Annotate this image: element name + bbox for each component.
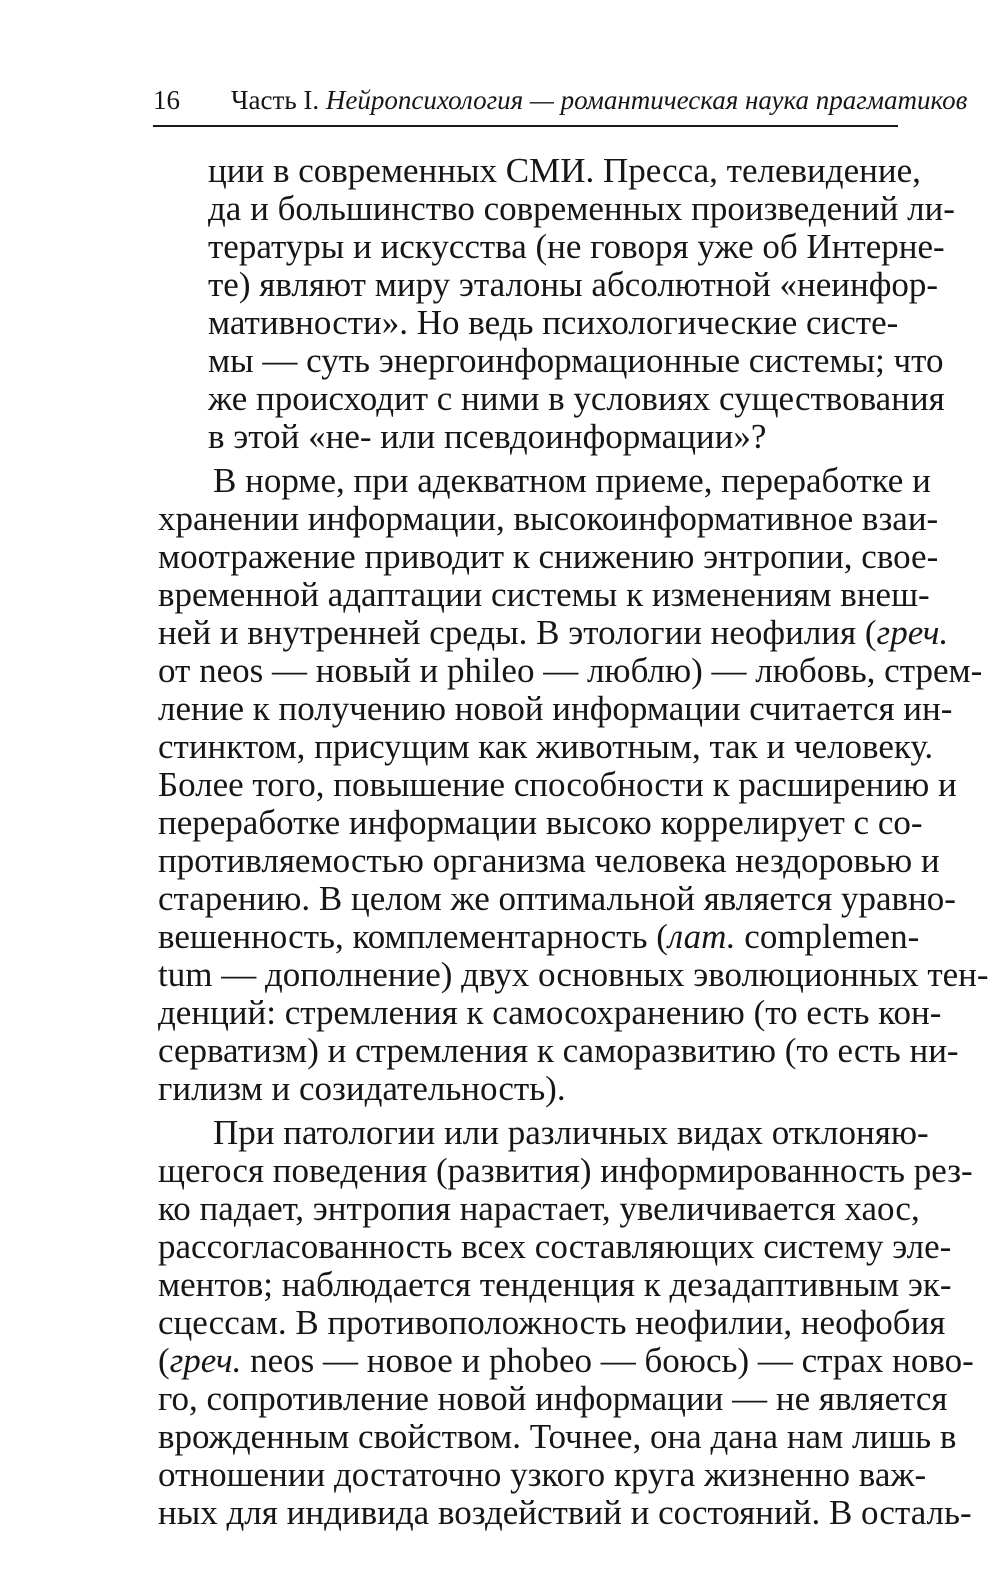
text-line: моотражение приводит к снижению энтропии, свое- (158, 537, 939, 576)
text-line: мативности». Но ведь психологические систе- (208, 303, 899, 342)
text-line: При патологии или различных видах отклоняю- (213, 1113, 929, 1152)
text-line: ление к получению новой информации считается ин- (158, 689, 953, 728)
page-number: 16 (153, 85, 180, 115)
text-line: же происходит с ними в условиях существования (208, 379, 945, 418)
running-head (153, 80, 968, 120)
text-line: хранении информации, высокоинформативное взаи- (158, 499, 939, 538)
text-line: ных для индивида воздействий и состояний. В осталь- (158, 1493, 972, 1532)
header-rule (153, 125, 898, 127)
text-line: гилизм и созидательность). (158, 1069, 566, 1108)
text-line: мы — суть энергоинформационные системы; что (208, 341, 944, 380)
text-line: ментов; наблюдается тенденция к дезадаптивным эк- (158, 1265, 952, 1304)
text-line: серватизм) и стремления к саморазвитию (то есть ни- (158, 1031, 959, 1070)
text-line: В норме, при адекватном приеме, переработке и (213, 461, 931, 500)
text-line: ней и внутренней среды. В этологии неофилия (греч. (158, 613, 949, 652)
italic-term: греч. (169, 1341, 242, 1380)
running-head-text (231, 80, 967, 120)
italic-term: греч. (876, 613, 949, 652)
text-line: стинктом, присущим как животным, так и человеку. (158, 727, 934, 766)
text-line: врожденным свойством. Точнее, она дана нам лишь в (158, 1417, 957, 1456)
text-line: Более того, повышение способности к расширению и (158, 765, 957, 804)
text-line: тературы и искусства (не говоря уже об Интерне- (208, 227, 945, 266)
text-line: от neos — новый и phileo — люблю) — любовь, стрем- (158, 651, 983, 690)
chapter-title: Нейропсихология — романтическая наука прагматиков (325, 85, 968, 115)
text-line: противляемостью организма человека нездоровью и (158, 841, 940, 880)
text-line: ко падает, энтропия нарастает, увеличивается хаос, (158, 1189, 920, 1228)
italic-term: лат. (667, 917, 736, 956)
text-line: tum — дополнение) двух основных эволюционных тен- (158, 955, 989, 994)
text-line: (греч. neos — новое и phobeo — боюсь) — страх ново- (158, 1341, 974, 1380)
text-line: в этой «не- или псевдоинформации»? (208, 417, 767, 456)
part-label: Часть I. (231, 85, 320, 115)
text-line: вешенность, комплементарность (лат. complemen- (158, 917, 920, 956)
text-line: да и большинство современных произведений ли- (208, 189, 955, 228)
text-line: старению. В целом же оптимальной является уравно- (158, 879, 956, 918)
text-line: рассогласованность всех составляющих систему эле- (158, 1227, 952, 1266)
text-line: отношении достаточно узкого круга жизненно важ- (158, 1455, 927, 1494)
text-line: временной адаптации системы к изменениям внеш- (158, 575, 930, 614)
text-line: го, сопротивление новой информации — не является (158, 1379, 948, 1418)
text-line: сцессам. В противоположность неофилии, неофобия (158, 1303, 946, 1342)
text-line: денций: стремления к самосохранению (то есть кон- (158, 993, 942, 1032)
text-line: ции в современных СМИ. Пресса, телевидение, (208, 151, 921, 190)
text-line: переработке информации высоко коррелирует с со- (158, 803, 923, 842)
text-line: те) являют миру эталоны абсолютной «неинфор- (208, 265, 939, 304)
text-line: щегося поведения (развития) информированность рез- (158, 1151, 973, 1190)
